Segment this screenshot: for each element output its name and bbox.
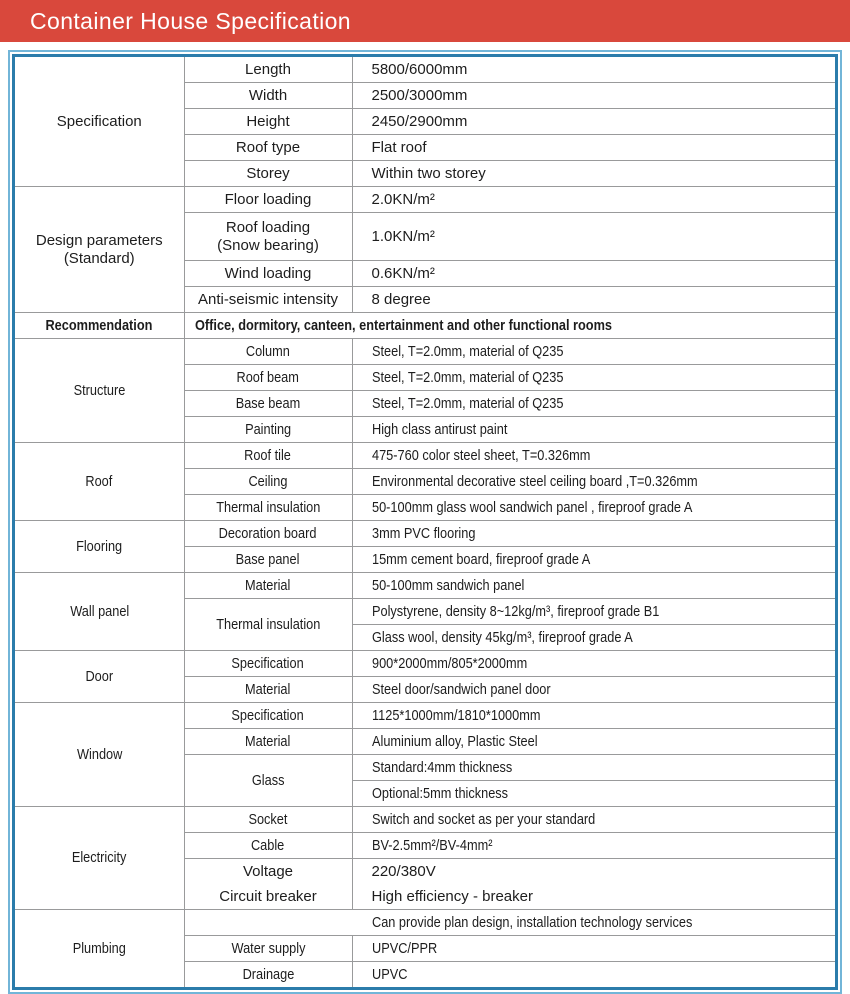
value-text: Steel, T=2.0mm, material of Q235 xyxy=(371,343,563,360)
label-cell xyxy=(184,213,352,261)
label-cell xyxy=(184,417,352,443)
label-text: Thermal insulation xyxy=(215,498,321,516)
category-cell xyxy=(15,573,184,651)
value-cell xyxy=(352,83,835,109)
label-cell xyxy=(184,547,352,573)
label-text: Socket xyxy=(248,810,288,828)
value-cell xyxy=(352,677,835,703)
category-text: Roof xyxy=(85,472,113,490)
value-text: 1.0KN/m² xyxy=(371,228,435,245)
value-cell xyxy=(352,495,835,521)
label-cell xyxy=(184,57,352,83)
table-row xyxy=(15,443,835,469)
category-cell xyxy=(15,187,184,313)
label-text: Drainage xyxy=(242,965,294,983)
label-cell xyxy=(184,109,352,135)
label-cell xyxy=(184,884,352,910)
label-cell xyxy=(184,495,352,521)
value-text: BV-2.5mm²/BV-4mm² xyxy=(371,837,492,854)
category-text: Specification xyxy=(56,112,142,130)
label-text: Height xyxy=(246,112,290,130)
value-cell xyxy=(352,109,835,135)
value-cell xyxy=(352,213,835,261)
value-cell xyxy=(352,755,835,781)
value-text: 5800/6000mm xyxy=(371,61,468,78)
title-bar xyxy=(0,0,850,42)
value-text: 50-100mm glass wool sandwich panel , fireproof grade A xyxy=(371,499,692,516)
value-cell xyxy=(352,187,835,213)
category-text: Design parameters (Standard) xyxy=(35,231,163,267)
label-text: Thermal insulation xyxy=(215,615,321,633)
value-text: Can provide plan design, installation technology services xyxy=(371,914,692,931)
label-text: Roof tile xyxy=(244,446,292,464)
label-text: Painting xyxy=(244,420,292,438)
category-cell xyxy=(15,313,184,339)
value-cell xyxy=(352,161,835,187)
label-text: Glass xyxy=(251,771,285,789)
value-text: Optional:5mm thickness xyxy=(371,785,508,802)
value-cell xyxy=(184,313,835,339)
category-text: Structure xyxy=(73,381,126,399)
category-cell xyxy=(15,910,184,988)
value-cell xyxy=(352,135,835,161)
label-text: Material xyxy=(245,576,291,594)
label-cell xyxy=(184,287,352,313)
value-text: 0.6KN/m² xyxy=(371,265,435,282)
value-cell xyxy=(352,339,835,365)
label-text: Wind loading xyxy=(224,264,312,282)
category-cell xyxy=(15,443,184,521)
label-cell xyxy=(184,651,352,677)
label-text: Width xyxy=(248,86,288,104)
value-text: Office, dormitory, canteen, entertainment and other functional rooms xyxy=(194,317,612,334)
value-text: Aluminium alloy, Plastic Steel xyxy=(371,733,538,750)
label-text: Water supply xyxy=(231,939,305,957)
category-text: Plumbing xyxy=(72,939,126,957)
value-text: Environmental decorative steel ceiling board ,T=0.326mm xyxy=(371,473,698,490)
label-text: Material xyxy=(245,680,291,698)
label-cell xyxy=(184,521,352,547)
table-row xyxy=(15,57,835,83)
value-cell xyxy=(352,521,835,547)
value-text: 3mm PVC flooring xyxy=(371,525,475,542)
category-text: Flooring xyxy=(76,537,123,555)
table-row xyxy=(15,703,835,729)
value-cell xyxy=(352,729,835,755)
label-cell xyxy=(184,573,352,599)
label-text: Decoration board xyxy=(219,524,317,542)
value-cell xyxy=(352,781,835,807)
value-text: 15mm cement board, fireproof grade A xyxy=(371,551,590,568)
label-text: Base beam xyxy=(235,394,301,412)
spec-table xyxy=(15,57,835,987)
label-text: Column xyxy=(246,342,290,360)
value-text: UPVC/PPR xyxy=(371,940,437,957)
value-cell xyxy=(184,910,835,936)
value-cell xyxy=(352,469,835,495)
label-cell xyxy=(184,599,352,651)
label-cell xyxy=(184,261,352,287)
label-text: Storey xyxy=(246,164,290,182)
value-text: Within two storey xyxy=(371,165,486,182)
label-cell xyxy=(184,859,352,885)
value-text: High efficiency - breaker xyxy=(371,888,533,905)
label-text: Voltage xyxy=(242,862,294,880)
category-text: Door xyxy=(85,667,114,685)
value-text: Standard:4mm thickness xyxy=(371,759,512,776)
value-cell xyxy=(352,703,835,729)
label-text: Roof loading (Snow bearing) xyxy=(217,218,319,254)
label-text: Base panel xyxy=(236,550,300,568)
table-row xyxy=(15,651,835,677)
value-cell xyxy=(352,936,835,962)
label-cell xyxy=(184,962,352,988)
value-cell xyxy=(352,417,835,443)
value-text: Glass wool, density 45kg/m³, fireproof grade A xyxy=(371,629,633,646)
value-text: 2.0KN/m² xyxy=(371,191,435,208)
value-cell xyxy=(352,625,835,651)
category-text: Electricity xyxy=(71,849,127,866)
label-text: Roof beam xyxy=(236,368,300,386)
value-text: UPVC xyxy=(371,966,407,983)
value-cell xyxy=(352,57,835,83)
label-cell xyxy=(184,365,352,391)
value-text: 8 degree xyxy=(371,291,431,308)
category-text: Wall panel xyxy=(69,602,129,620)
value-cell xyxy=(352,261,835,287)
value-cell xyxy=(352,547,835,573)
value-cell xyxy=(352,859,835,885)
label-cell xyxy=(184,729,352,755)
value-text: 2500/3000mm xyxy=(371,87,468,104)
label-cell xyxy=(184,677,352,703)
table-frame-inner xyxy=(12,54,838,990)
category-text: Recommendation xyxy=(45,316,153,334)
value-text: 220/380V xyxy=(371,863,436,880)
table-row xyxy=(15,573,835,599)
category-cell xyxy=(15,521,184,573)
label-cell xyxy=(184,936,352,962)
value-text: Steel door/sandwich panel door xyxy=(371,681,551,698)
category-cell xyxy=(15,807,184,910)
value-text: Steel, T=2.0mm, material of Q235 xyxy=(371,369,563,386)
label-cell xyxy=(184,339,352,365)
value-text: Steel, T=2.0mm, material of Q235 xyxy=(371,395,563,412)
label-text: Specification xyxy=(231,706,305,724)
category-cell xyxy=(15,339,184,443)
value-cell xyxy=(352,391,835,417)
label-cell xyxy=(184,83,352,109)
table-row xyxy=(15,313,835,339)
table-row xyxy=(15,807,835,833)
label-text: Roof type xyxy=(235,138,301,156)
label-cell xyxy=(184,443,352,469)
category-text: Window xyxy=(76,745,122,763)
table-frame-outer xyxy=(8,50,842,994)
label-text: Material xyxy=(245,732,291,750)
category-cell xyxy=(15,57,184,187)
label-cell xyxy=(184,703,352,729)
label-cell xyxy=(184,135,352,161)
label-cell xyxy=(184,469,352,495)
label-cell xyxy=(184,807,352,833)
value-cell xyxy=(352,884,835,910)
label-text: Floor loading xyxy=(224,190,312,208)
label-cell xyxy=(184,755,352,807)
category-cell xyxy=(15,703,184,807)
value-cell xyxy=(352,287,835,313)
label-cell xyxy=(184,161,352,187)
value-text: 900*2000mm/805*2000mm xyxy=(371,655,527,672)
value-text: 2450/2900mm xyxy=(371,113,468,130)
value-text: 475-760 color steel sheet, T=0.326mm xyxy=(371,447,590,464)
label-text: Length xyxy=(245,60,291,78)
table-row xyxy=(15,910,835,936)
value-cell xyxy=(352,807,835,833)
value-text: 50-100mm sandwich panel xyxy=(371,577,524,594)
table-row xyxy=(15,339,835,365)
label-text: Anti-seismic intensity xyxy=(197,290,339,308)
value-cell xyxy=(352,599,835,625)
value-cell xyxy=(352,573,835,599)
page-title: Container House Specification xyxy=(30,7,351,34)
label-cell xyxy=(184,187,352,213)
value-text: High class antirust paint xyxy=(371,421,507,438)
value-text: 1125*1000mm/1810*1000mm xyxy=(371,707,540,724)
value-text: Polystyrene, density 8~12kg/m³, fireproof grade B1 xyxy=(371,603,659,620)
value-cell xyxy=(352,651,835,677)
category-cell xyxy=(15,651,184,703)
label-text: Specification xyxy=(231,654,305,672)
table-row xyxy=(15,521,835,547)
value-text: Switch and socket as per your standard xyxy=(371,811,595,828)
label-cell xyxy=(184,391,352,417)
label-cell xyxy=(184,833,352,859)
table-row xyxy=(15,187,835,213)
value-cell xyxy=(352,962,835,988)
label-text: Ceiling xyxy=(248,472,288,490)
label-text: Circuit breaker xyxy=(219,887,317,905)
label-text: Cable xyxy=(251,836,285,854)
value-cell xyxy=(352,833,835,859)
value-text: Flat roof xyxy=(371,139,427,156)
value-cell xyxy=(352,365,835,391)
value-cell xyxy=(352,443,835,469)
